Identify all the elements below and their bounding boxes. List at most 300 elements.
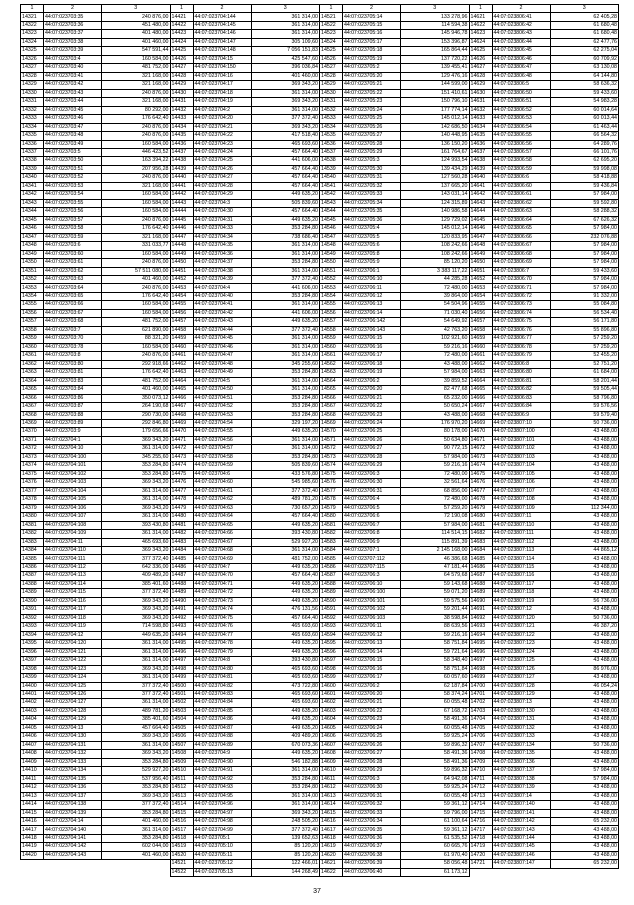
table-row: [21, 530, 171, 538]
row-number: 14698: [469, 665, 492, 673]
row-number: 14496: [170, 648, 193, 656]
table-row: [21, 13, 171, 21]
table-row: [170, 563, 320, 571]
cadastral-number: 44:07:023703:50: [44, 157, 102, 165]
table-row: [21, 309, 171, 317]
row-number: 14518: [170, 834, 193, 842]
cadastral-number: 44:07:023703:68: [44, 318, 102, 326]
row-number: 14578: [320, 496, 343, 504]
cadastral-number: 44:07:023704:2: [193, 106, 251, 114]
table-row: [320, 479, 470, 487]
column-header: 2: [44, 5, 102, 13]
cadastral-number: 44:07:023807:133: [492, 733, 550, 741]
cadastral-value: 57 984,00: [550, 242, 619, 250]
table-row: [469, 775, 619, 783]
row-number: 14647: [469, 233, 492, 241]
row-number: 14424: [170, 38, 193, 46]
row-number: 14592: [320, 614, 343, 622]
table-row: [170, 623, 320, 631]
cadastral-value: 43 488,00: [550, 724, 619, 732]
table-row: [320, 648, 470, 656]
table-row: [21, 64, 171, 72]
table-row: [469, 335, 619, 343]
row-number: 14490: [170, 597, 193, 605]
row-number: 14707: [469, 741, 492, 749]
row-number: 14590: [320, 597, 343, 605]
cadastral-value: 361 314,00: [251, 106, 320, 114]
cadastral-number: 44:07:023706:4: [343, 496, 401, 504]
row-number: 14669: [469, 419, 492, 427]
cadastral-value: 361 314,00: [102, 513, 171, 521]
row-number: 14545: [320, 216, 343, 224]
cadastral-value: 240 876,00: [102, 284, 171, 292]
row-number: 14656: [469, 309, 492, 317]
table-row: [170, 521, 320, 529]
table-row: [469, 428, 619, 436]
cadastral-value: 59 216,16: [401, 631, 470, 639]
row-number: 14540: [320, 174, 343, 182]
table-row: [170, 98, 320, 106]
cadastral-value: 144 599,00: [401, 81, 470, 89]
cadastral-number: 44:07:023705:30: [343, 165, 401, 173]
row-number: 14701: [469, 690, 492, 698]
table-row: [469, 123, 619, 131]
cadastral-number: 44:07:023705:28: [343, 140, 401, 148]
cadastral-value: 7 056 151,83: [251, 47, 320, 55]
cadastral-value: 240 876,00: [102, 174, 171, 182]
table-row: [170, 479, 320, 487]
cadastral-value: 377 372,40: [251, 326, 320, 334]
cadastral-number: 44:07:023806:62: [492, 199, 550, 207]
cadastral-value: 489 781,20: [102, 707, 171, 715]
table-row: [170, 182, 320, 190]
cadastral-value: 43 488,00: [550, 445, 619, 453]
cadastral-number: 44:07:023807:10: [492, 419, 550, 427]
table-row: [170, 504, 320, 512]
table-row: [320, 597, 470, 605]
cadastral-value: 361 314,00: [102, 674, 171, 682]
cadastral-number: 44:07:023704:46: [193, 343, 251, 351]
table-row: [170, 826, 320, 834]
cadastral-number: 44:07:023705:35: [343, 208, 401, 216]
row-number: 14670: [469, 428, 492, 436]
row-number: 14668: [469, 411, 492, 419]
cadastral-value: 353 284,80: [251, 292, 320, 300]
cadastral-value: 369 343,20: [102, 792, 171, 800]
cadastral-value: 60 013,44: [550, 115, 619, 123]
table-row: [320, 631, 470, 639]
table-row: [320, 403, 470, 411]
cadastral-value: 369 343,20: [102, 665, 171, 673]
table-row: [469, 784, 619, 792]
row-number: 14348: [21, 242, 44, 250]
cadastral-value: 80 178,00: [401, 428, 470, 436]
table-row: [320, 716, 470, 724]
cadastral-value: 465 693,60: [251, 623, 320, 631]
cadastral-value: 353 284,80: [102, 834, 171, 842]
cadastral-value: 59 925,24: [401, 784, 470, 792]
cadastral-number: 44:07:023704:49: [193, 369, 251, 377]
table-row: [21, 386, 171, 394]
row-number: 14331: [21, 98, 44, 106]
cadastral-number: 44:07:023704:36: [193, 250, 251, 258]
cadastral-value: 176 642,40: [102, 369, 171, 377]
table-row: [469, 826, 619, 834]
table-row: [320, 123, 470, 131]
table-row: [21, 352, 171, 360]
cadastral-value: 321 168,00: [102, 81, 171, 89]
cadastral-value: 473 722,80: [251, 682, 320, 690]
table-row: [21, 55, 171, 63]
cadastral-value: 714 598,80: [102, 623, 171, 631]
cadastral-value: 321 168,00: [102, 72, 171, 80]
cadastral-number: 44:07:023806:71: [492, 284, 550, 292]
table-row: [320, 682, 470, 690]
row-number: 14502: [170, 699, 193, 707]
cadastral-value: 43 488,00: [550, 513, 619, 521]
cadastral-value: 139 434,29: [401, 165, 470, 173]
row-number: 14418: [21, 834, 44, 842]
row-number: 14528: [320, 72, 343, 80]
table-row: [469, 72, 619, 80]
row-number: 14617: [320, 826, 343, 834]
row-number: 14557: [320, 318, 343, 326]
row-number: 14619: [320, 843, 343, 851]
row-number: 14522: [320, 21, 343, 29]
cadastral-number: 44:07:023704:137: [44, 792, 102, 800]
row-number: 14423: [170, 30, 193, 38]
cadastral-value: 264 190,68: [102, 403, 171, 411]
cadastral-value: 65 232,00: [401, 394, 470, 402]
cadastral-number: 44:07:023807:106: [492, 479, 550, 487]
table-row: [21, 597, 171, 605]
row-number: 14715: [469, 809, 492, 817]
cadastral-value: 50 736,00: [550, 741, 619, 749]
table-row: [469, 614, 619, 622]
cadastral-value: 129 729,02: [401, 216, 470, 224]
cadastral-value: 369 343,20: [251, 123, 320, 131]
cadastral-value: 240 876,00: [102, 89, 171, 97]
cadastral-value: 64 942,08: [401, 775, 470, 783]
row-number: 14464: [170, 377, 193, 385]
cadastral-value: 43 488,00: [550, 606, 619, 614]
cadastral-number: 44:07:023705:17: [343, 38, 401, 46]
row-number: 14395: [21, 640, 44, 648]
cadastral-value: 43 488,00: [550, 784, 619, 792]
cadastral-number: 44:07:023705:5: [343, 233, 401, 241]
table-row: [320, 699, 470, 707]
cadastral-value: 353 284,80: [102, 470, 171, 478]
cadastral-number: 44:07:023707:112: [343, 555, 401, 563]
table-row: [469, 547, 619, 555]
cadastral-number: 44:07:023704:15: [193, 55, 251, 63]
cadastral-value: 43 488,00: [550, 758, 619, 766]
row-number: 14685: [469, 555, 492, 563]
row-number: 14513: [170, 792, 193, 800]
cadastral-number: 44:07:023703:86: [44, 394, 102, 402]
table-row: [21, 648, 171, 656]
table-row: [469, 106, 619, 114]
cadastral-value: 68 856,00: [401, 487, 470, 495]
table-row: [21, 89, 171, 97]
cadastral-value: 57 984,00: [550, 775, 619, 783]
cadastral-value: 59 143,68: [401, 580, 470, 588]
table-row: [320, 377, 470, 385]
cadastral-value: 369 343,20: [102, 750, 171, 758]
table-row: [469, 30, 619, 38]
cadastral-number: 44:07:023807:14: [492, 792, 550, 800]
cadastral-value: 361 314,00: [251, 89, 320, 97]
row-number: 14383: [21, 538, 44, 546]
cadastral-number: 44:07:023706:14: [343, 309, 401, 317]
table-row: [170, 436, 320, 444]
cadastral-number: 44:07:023706:16: [343, 343, 401, 351]
table-row: [21, 242, 171, 250]
cadastral-number: 44:07:023705:10: [193, 843, 251, 851]
row-number: 14403: [21, 707, 44, 715]
cadastral-number: 44:07:023806:7: [492, 267, 550, 275]
cadastral-value: 160 584,00: [102, 140, 171, 148]
row-number: 14507: [170, 741, 193, 749]
table-row: [469, 479, 619, 487]
cadastral-number: 44:07:023806:78: [492, 343, 550, 351]
row-number: 14710: [469, 767, 492, 775]
cadastral-value: 353 284,80: [251, 784, 320, 792]
cadastral-value: 176 642,40: [102, 292, 171, 300]
row-number: 14599: [320, 674, 343, 682]
table-row: [21, 479, 171, 487]
table-row: [469, 242, 619, 250]
cadastral-number: 44:07:023703:37: [44, 30, 102, 38]
cadastral-value: 58 491,36: [401, 758, 470, 766]
table-row: [21, 453, 171, 461]
table-row: [21, 301, 171, 309]
table-row: [21, 106, 171, 114]
page-number: 37: [313, 888, 321, 895]
table-row: [21, 462, 171, 470]
table-row: [21, 182, 171, 190]
row-number: 14426: [170, 55, 193, 63]
table-row: [170, 216, 320, 224]
cadastral-number: 44:07:023704:129: [44, 716, 102, 724]
table-row: [21, 699, 171, 707]
cadastral-value: 361 314,00: [251, 250, 320, 258]
row-number: 14450: [170, 259, 193, 267]
row-number: 14552: [320, 276, 343, 284]
cadastral-value: 55 084,80: [550, 301, 619, 309]
row-number: 14693: [469, 623, 492, 631]
row-number: 14385: [21, 555, 44, 563]
cadastral-number: 44:07:023706:142: [343, 318, 401, 326]
table-row: [320, 174, 470, 182]
cadastral-number: 44:07:023704:92: [193, 775, 251, 783]
cadastral-number: 44:07:023703:42: [44, 81, 102, 89]
row-number: 14696: [469, 648, 492, 656]
row-number: 14554: [320, 292, 343, 300]
table-row: [170, 445, 320, 453]
cadastral-number: 44:07:023806:58: [492, 157, 550, 165]
table-row: [469, 690, 619, 698]
table-row: [320, 801, 470, 809]
table-row: [469, 665, 619, 673]
row-number: 14547: [320, 233, 343, 241]
cadastral-value: 59 796,00: [401, 809, 470, 817]
row-number: 14652: [469, 276, 492, 284]
cadastral-number: 44:07:023807:129: [492, 690, 550, 698]
cadastral-value: 449 635,20: [251, 589, 320, 597]
row-number: 14620: [320, 851, 343, 859]
table-row: [320, 352, 470, 360]
cadastral-number: 44:07:023807:135: [492, 750, 550, 758]
row-number: 14628: [469, 72, 492, 80]
cadastral-number: 44:07:023703:81: [44, 369, 102, 377]
row-number: 14571: [320, 436, 343, 444]
cadastral-number: 44:07:023806:80: [492, 369, 550, 377]
table-row: [320, 165, 470, 173]
table-row: [320, 470, 470, 478]
row-number: 14405: [21, 724, 44, 732]
cadastral-number: 44:07:023806:57: [492, 148, 550, 156]
row-number: 14662: [469, 360, 492, 368]
cadastral-number: 44:07:023703:48: [44, 132, 102, 140]
table-row: [170, 225, 320, 233]
cadastral-value: 43 488,00: [550, 479, 619, 487]
cadastral-number: 44:07:023704:105: [44, 496, 102, 504]
table-row: [469, 809, 619, 817]
cadastral-number: 44:07:023704:119: [44, 623, 102, 631]
row-number: 14657: [469, 318, 492, 326]
table-row: [21, 674, 171, 682]
cadastral-number: 44:07:023706:12: [343, 292, 401, 300]
table-row: [170, 843, 320, 851]
cadastral-number: 44:07:023703:7: [44, 326, 102, 334]
cadastral-value: 353 284,80: [251, 369, 320, 377]
row-number: 14625: [469, 47, 492, 55]
cadastral-value: 52 455,20: [550, 352, 619, 360]
cadastral-value: 361 314,00: [251, 21, 320, 29]
row-number: 14397: [21, 657, 44, 665]
header-row: [320, 5, 470, 13]
cadastral-value: 2 145 168,00: [401, 547, 470, 555]
cadastral-value: 457 664,40: [251, 614, 320, 622]
cadastral-value: 545 985,60: [251, 479, 320, 487]
cadastral-value: 43 488,00: [550, 572, 619, 580]
row-number: 14421: [170, 13, 193, 21]
cadastral-value: 124 993,54: [401, 157, 470, 165]
table-row: [170, 411, 320, 419]
table-row: [21, 733, 171, 741]
cadastral-value: 369 343,20: [251, 81, 320, 89]
row-number: 14340: [21, 174, 44, 182]
cadastral-number: 44:07:023704:9: [193, 750, 251, 758]
cadastral-number: 44:07:023705:18: [343, 47, 401, 55]
table-row: [469, 132, 619, 140]
cadastral-value: 457 664,40: [251, 148, 320, 156]
table-row: [469, 530, 619, 538]
cadastral-number: 44:07:023807:136: [492, 758, 550, 766]
cadastral-value: 62 405,28: [550, 13, 619, 21]
cadastral-value: 369 343,20: [102, 436, 171, 444]
row-number: 14629: [469, 81, 492, 89]
cadastral-value: 57 984,00: [550, 276, 619, 284]
cadastral-number: 44:07:023704:39: [193, 276, 251, 284]
table-row: [21, 47, 171, 55]
header-row: [170, 5, 320, 13]
row-number: 14605: [320, 724, 343, 732]
table-row: [320, 208, 470, 216]
cadastral-number: 44:07:023705:34: [343, 199, 401, 207]
cadastral-number: 44:07:023706:3: [343, 470, 401, 478]
row-number: 14483: [170, 538, 193, 546]
cadastral-value: 62 275,04: [550, 47, 619, 55]
table-row: [469, 140, 619, 148]
row-number: 14478: [170, 496, 193, 504]
cadastral-number: 44:07:023704:131: [44, 741, 102, 749]
row-number: 14332: [21, 106, 44, 114]
row-number: 14503: [170, 707, 193, 715]
table-row: [170, 123, 320, 131]
cadastral-number: 44:07:023706:27: [343, 750, 401, 758]
cadastral-number: 44:07:023706:6: [343, 513, 401, 521]
cadastral-value: 50 736,00: [550, 419, 619, 427]
cadastral-value: 58 374,24: [401, 690, 470, 698]
table-row: [170, 699, 320, 707]
table-row: [469, 792, 619, 800]
row-number: 14573: [320, 453, 343, 461]
cadastral-value: 369 343,20: [251, 809, 320, 817]
cadastral-value: 145 012,14: [401, 225, 470, 233]
row-number: 14544: [320, 208, 343, 216]
row-number: 14615: [320, 809, 343, 817]
table-row: [320, 81, 470, 89]
table-row: [21, 521, 171, 529]
row-number: 14406: [21, 733, 44, 741]
row-number: 14460: [170, 343, 193, 351]
table-row: [170, 733, 320, 741]
cadastral-number: 44:07:023704:113: [44, 572, 102, 580]
cadastral-value: 43 488,00: [550, 648, 619, 656]
row-number: 14341: [21, 182, 44, 190]
table-row: [469, 707, 619, 715]
cadastral-number: 44:07:023807:122: [492, 631, 550, 639]
table-row: [320, 809, 470, 817]
cadastral-value: 43 488,00: [550, 563, 619, 571]
cadastral-value: 369 343,20: [102, 479, 171, 487]
table-row: [469, 572, 619, 580]
cadastral-number: 44:07:023704:146: [193, 30, 251, 38]
cadastral-number: 44:07:023704:84: [193, 699, 251, 707]
cadastral-number: 44:07:023807:124: [492, 648, 550, 656]
table-row: [320, 868, 470, 876]
cadastral-number: 44:07:023807:123: [492, 640, 550, 648]
cadastral-value: 449 635,20: [251, 318, 320, 326]
cadastral-value: 361 314,00: [251, 767, 320, 775]
row-number: 14389: [21, 589, 44, 597]
row-number: 14346: [21, 225, 44, 233]
cadastral-number: 44:07:023704:3: [193, 199, 251, 207]
cadastral-number: 44:07:023806:56: [492, 140, 550, 148]
table-row: [21, 284, 171, 292]
cadastral-value: 449 635,20: [251, 521, 320, 529]
cadastral-value: 80 292,00: [102, 106, 171, 114]
table-row: [320, 707, 470, 715]
cadastral-value: 160 584,00: [102, 309, 171, 317]
table-row: [170, 470, 320, 478]
table-row: [21, 741, 171, 749]
table-row: [320, 530, 470, 538]
cadastral-value: 529 927,20: [251, 538, 320, 546]
table-row: [469, 174, 619, 182]
